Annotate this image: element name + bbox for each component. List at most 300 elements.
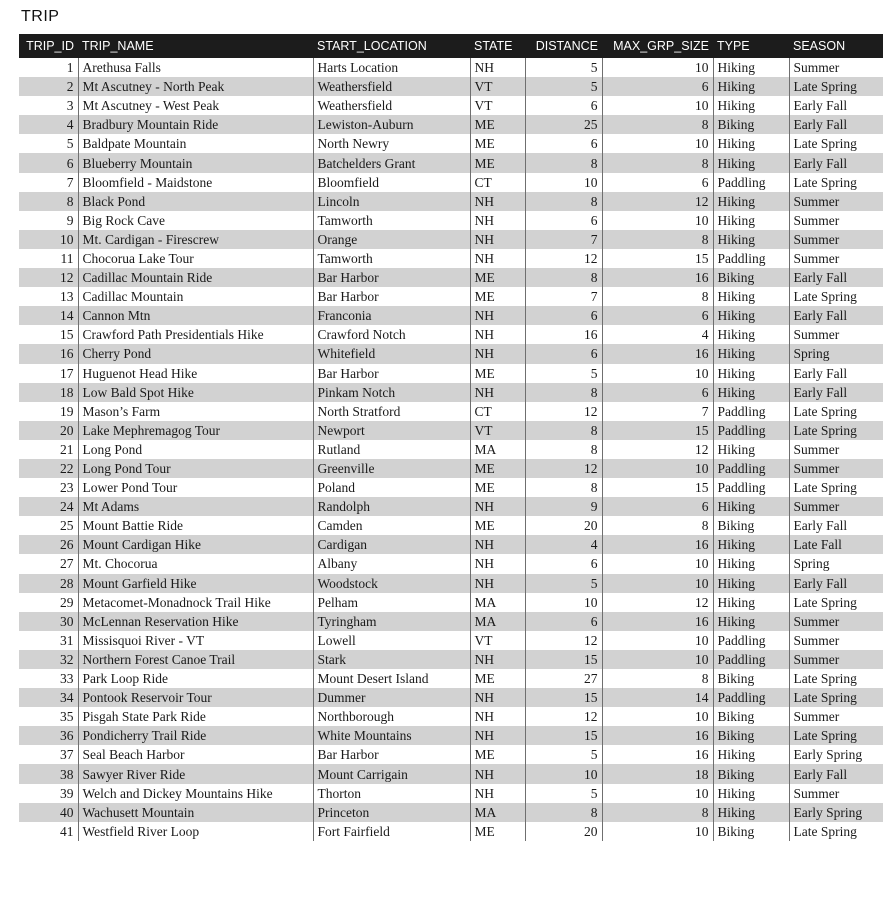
cell-type: Hiking (713, 383, 789, 402)
cell-id: 16 (19, 344, 78, 363)
table-row (19, 402, 883, 421)
cell-id: 31 (19, 631, 78, 650)
table-row (19, 574, 883, 593)
cell-distance: 10 (525, 764, 602, 783)
cell-start: Batchelders Grant (313, 153, 470, 172)
cell-start: Whitefield (313, 344, 470, 363)
cell-type: Hiking (713, 612, 789, 631)
cell-type: Paddling (713, 173, 789, 192)
cell-distance: 5 (525, 58, 602, 77)
cell-season: Late Spring (789, 421, 883, 440)
cell-type: Hiking (713, 230, 789, 249)
cell-start: Albany (313, 554, 470, 573)
cell-name: Lake Mephremagog Tour (78, 421, 313, 440)
cell-start: Lowell (313, 631, 470, 650)
table-row (19, 516, 883, 535)
cell-distance: 12 (525, 249, 602, 268)
cell-max-grp: 6 (602, 306, 713, 325)
cell-start: Bar Harbor (313, 268, 470, 287)
cell-max-grp: 8 (602, 153, 713, 172)
cell-distance: 5 (525, 745, 602, 764)
cell-state: NH (470, 650, 525, 669)
cell-distance: 10 (525, 173, 602, 192)
cell-season: Late Spring (789, 726, 883, 745)
cell-name: Big Rock Cave (78, 211, 313, 230)
cell-type: Hiking (713, 344, 789, 363)
cell-state: MA (470, 440, 525, 459)
table-row (19, 440, 883, 459)
cell-state: NH (470, 688, 525, 707)
cell-season: Early Fall (789, 364, 883, 383)
cell-season: Late Spring (789, 134, 883, 153)
cell-start: Newport (313, 421, 470, 440)
cell-distance: 5 (525, 784, 602, 803)
cell-id: 8 (19, 192, 78, 211)
cell-id: 24 (19, 497, 78, 516)
table-row (19, 287, 883, 306)
cell-state: NH (470, 383, 525, 402)
cell-distance: 8 (525, 478, 602, 497)
cell-name: Seal Beach Harbor (78, 745, 313, 764)
cell-max-grp: 15 (602, 478, 713, 497)
cell-start: Crawford Notch (313, 325, 470, 344)
cell-max-grp: 16 (602, 612, 713, 631)
cell-distance: 8 (525, 440, 602, 459)
cell-distance: 15 (525, 688, 602, 707)
cell-start: Bar Harbor (313, 287, 470, 306)
cell-type: Paddling (713, 688, 789, 707)
cell-name: Cannon Mtn (78, 306, 313, 325)
cell-start: Tamworth (313, 249, 470, 268)
cell-name: Chocorua Lake Tour (78, 249, 313, 268)
column-header-start: START_LOCATION (313, 34, 470, 58)
cell-id: 26 (19, 535, 78, 554)
cell-start: Cardigan (313, 535, 470, 554)
cell-state: ME (470, 364, 525, 383)
cell-state: NH (470, 249, 525, 268)
table-body (19, 58, 883, 841)
cell-start: Orange (313, 230, 470, 249)
cell-id: 19 (19, 402, 78, 421)
cell-id: 22 (19, 459, 78, 478)
cell-distance: 10 (525, 593, 602, 612)
cell-start: Dummer (313, 688, 470, 707)
column-header-type: TYPE (713, 34, 789, 58)
cell-distance: 12 (525, 402, 602, 421)
cell-id: 25 (19, 516, 78, 535)
column-header-distance: DISTANCE (525, 34, 602, 58)
cell-type: Hiking (713, 96, 789, 115)
cell-season: Summer (789, 707, 883, 726)
cell-start: Pelham (313, 593, 470, 612)
cell-max-grp: 15 (602, 421, 713, 440)
cell-name: Bradbury Mountain Ride (78, 115, 313, 134)
cell-type: Hiking (713, 593, 789, 612)
cell-distance: 8 (525, 383, 602, 402)
cell-id: 32 (19, 650, 78, 669)
cell-distance: 9 (525, 497, 602, 516)
cell-state: NH (470, 230, 525, 249)
table-row (19, 688, 883, 707)
cell-max-grp: 10 (602, 822, 713, 841)
cell-start: Camden (313, 516, 470, 535)
table-row (19, 535, 883, 554)
table-row (19, 268, 883, 287)
cell-max-grp: 10 (602, 459, 713, 478)
cell-max-grp: 10 (602, 96, 713, 115)
cell-state: MA (470, 803, 525, 822)
cell-id: 20 (19, 421, 78, 440)
cell-type: Hiking (713, 192, 789, 211)
cell-name: Crawford Path Presidentials Hike (78, 325, 313, 344)
cell-max-grp: 12 (602, 593, 713, 612)
cell-max-grp: 16 (602, 268, 713, 287)
cell-type: Hiking (713, 325, 789, 344)
cell-season: Late Spring (789, 287, 883, 306)
table-row (19, 230, 883, 249)
cell-max-grp: 10 (602, 58, 713, 77)
cell-season: Early Fall (789, 306, 883, 325)
cell-max-grp: 10 (602, 784, 713, 803)
cell-season: Late Spring (789, 593, 883, 612)
cell-type: Hiking (713, 306, 789, 325)
cell-max-grp: 8 (602, 516, 713, 535)
cell-state: VT (470, 77, 525, 96)
cell-name: Metacomet-Monadnock Trail Hike (78, 593, 313, 612)
table-row (19, 478, 883, 497)
table-row (19, 497, 883, 516)
cell-start: Poland (313, 478, 470, 497)
cell-state: NH (470, 707, 525, 726)
cell-name: Cadillac Mountain Ride (78, 268, 313, 287)
cell-type: Hiking (713, 535, 789, 554)
cell-name: Low Bald Spot Hike (78, 383, 313, 402)
cell-id: 38 (19, 764, 78, 783)
table-row (19, 192, 883, 211)
cell-max-grp: 8 (602, 669, 713, 688)
cell-type: Hiking (713, 497, 789, 516)
cell-distance: 5 (525, 77, 602, 96)
cell-season: Summer (789, 192, 883, 211)
cell-season: Late Spring (789, 77, 883, 96)
cell-name: Cadillac Mountain (78, 287, 313, 306)
cell-name: Long Pond (78, 440, 313, 459)
cell-id: 4 (19, 115, 78, 134)
table-row (19, 803, 883, 822)
cell-start: Rutland (313, 440, 470, 459)
cell-distance: 7 (525, 230, 602, 249)
table-row (19, 822, 883, 841)
table-row (19, 115, 883, 134)
table-row (19, 554, 883, 573)
cell-distance: 6 (525, 96, 602, 115)
cell-name: Blueberry Mountain (78, 153, 313, 172)
cell-state: ME (470, 516, 525, 535)
cell-state: ME (470, 459, 525, 478)
cell-distance: 8 (525, 803, 602, 822)
cell-name: Mason’s Farm (78, 402, 313, 421)
cell-type: Hiking (713, 440, 789, 459)
cell-type: Paddling (713, 402, 789, 421)
cell-type: Hiking (713, 574, 789, 593)
cell-season: Summer (789, 459, 883, 478)
cell-start: Princeton (313, 803, 470, 822)
cell-start: Mount Carrigain (313, 764, 470, 783)
cell-state: VT (470, 631, 525, 650)
cell-type: Biking (713, 669, 789, 688)
table-row (19, 211, 883, 230)
cell-state: VT (470, 96, 525, 115)
cell-id: 15 (19, 325, 78, 344)
cell-type: Biking (713, 707, 789, 726)
cell-state: NH (470, 497, 525, 516)
table-title: TRIP (21, 8, 60, 25)
cell-id: 33 (19, 669, 78, 688)
cell-start: Thorton (313, 784, 470, 803)
table-row (19, 249, 883, 268)
cell-start: Mount Desert Island (313, 669, 470, 688)
cell-state: ME (470, 134, 525, 153)
cell-max-grp: 10 (602, 134, 713, 153)
cell-name: Huguenot Head Hike (78, 364, 313, 383)
cell-name: Cherry Pond (78, 344, 313, 363)
table-row (19, 173, 883, 192)
cell-start: Bloomfield (313, 173, 470, 192)
cell-name: Lower Pond Tour (78, 478, 313, 497)
table-row (19, 726, 883, 745)
cell-season: Early Fall (789, 764, 883, 783)
cell-id: 27 (19, 554, 78, 573)
cell-type: Hiking (713, 803, 789, 822)
cell-max-grp: 6 (602, 77, 713, 96)
cell-id: 7 (19, 173, 78, 192)
cell-max-grp: 8 (602, 230, 713, 249)
cell-state: NH (470, 726, 525, 745)
cell-name: Mount Battie Ride (78, 516, 313, 535)
cell-id: 37 (19, 745, 78, 764)
cell-id: 14 (19, 306, 78, 325)
table-row (19, 784, 883, 803)
cell-name: Wachusett Mountain (78, 803, 313, 822)
cell-season: Early Fall (789, 574, 883, 593)
table-row (19, 745, 883, 764)
cell-season: Early Fall (789, 516, 883, 535)
cell-type: Hiking (713, 784, 789, 803)
cell-id: 29 (19, 593, 78, 612)
table-row (19, 707, 883, 726)
cell-state: ME (470, 268, 525, 287)
cell-max-grp: 10 (602, 631, 713, 650)
cell-max-grp: 10 (602, 364, 713, 383)
cell-distance: 4 (525, 535, 602, 554)
cell-season: Early Fall (789, 115, 883, 134)
cell-start: Weathersfield (313, 77, 470, 96)
cell-id: 10 (19, 230, 78, 249)
table-row (19, 77, 883, 96)
cell-type: Biking (713, 268, 789, 287)
cell-distance: 27 (525, 669, 602, 688)
cell-name: Baldpate Mountain (78, 134, 313, 153)
cell-name: Westfield River Loop (78, 822, 313, 841)
cell-season: Early Fall (789, 383, 883, 402)
cell-start: Greenville (313, 459, 470, 478)
cell-name: Welch and Dickey Mountains Hike (78, 784, 313, 803)
cell-name: Bloomfield - Maidstone (78, 173, 313, 192)
cell-max-grp: 8 (602, 287, 713, 306)
cell-type: Biking (713, 115, 789, 134)
cell-max-grp: 12 (602, 192, 713, 211)
cell-id: 13 (19, 287, 78, 306)
column-header-name: TRIP_NAME (78, 34, 313, 58)
cell-start: Pinkam Notch (313, 383, 470, 402)
cell-max-grp: 8 (602, 115, 713, 134)
cell-state: NH (470, 192, 525, 211)
cell-start: White Mountains (313, 726, 470, 745)
cell-max-grp: 10 (602, 707, 713, 726)
cell-id: 36 (19, 726, 78, 745)
cell-id: 11 (19, 249, 78, 268)
cell-distance: 8 (525, 153, 602, 172)
cell-distance: 6 (525, 612, 602, 631)
header-row (19, 34, 883, 58)
table-row (19, 134, 883, 153)
column-header-state: STATE (470, 34, 525, 58)
cell-type: Hiking (713, 287, 789, 306)
cell-max-grp: 7 (602, 402, 713, 421)
cell-name: Mount Garfield Hike (78, 574, 313, 593)
cell-season: Summer (789, 230, 883, 249)
cell-id: 5 (19, 134, 78, 153)
cell-name: Arethusa Falls (78, 58, 313, 77)
cell-name: Pisgah State Park Ride (78, 707, 313, 726)
table-row (19, 58, 883, 77)
table-row (19, 325, 883, 344)
cell-type: Hiking (713, 554, 789, 573)
cell-distance: 8 (525, 421, 602, 440)
cell-state: VT (470, 421, 525, 440)
cell-distance: 20 (525, 822, 602, 841)
cell-start: Fort Fairfield (313, 822, 470, 841)
column-header-season: SEASON (789, 34, 883, 58)
column-header-max-grp: MAX_GRP_SIZE (602, 34, 713, 58)
cell-season: Summer (789, 58, 883, 77)
cell-max-grp: 6 (602, 173, 713, 192)
cell-id: 1 (19, 58, 78, 77)
table-row (19, 153, 883, 172)
column-header-id: TRIP_ID (19, 34, 78, 58)
cell-id: 35 (19, 707, 78, 726)
cell-distance: 8 (525, 192, 602, 211)
cell-season: Late Spring (789, 822, 883, 841)
table-row (19, 421, 883, 440)
cell-id: 3 (19, 96, 78, 115)
cell-id: 23 (19, 478, 78, 497)
cell-season: Late Spring (789, 669, 883, 688)
cell-distance: 6 (525, 211, 602, 230)
cell-season: Late Spring (789, 688, 883, 707)
cell-type: Paddling (713, 459, 789, 478)
cell-season: Summer (789, 325, 883, 344)
cell-type: Hiking (713, 153, 789, 172)
cell-type: Hiking (713, 58, 789, 77)
cell-id: 39 (19, 784, 78, 803)
cell-distance: 12 (525, 459, 602, 478)
table-row (19, 364, 883, 383)
table-row (19, 96, 883, 115)
cell-distance: 25 (525, 115, 602, 134)
cell-state: NH (470, 784, 525, 803)
cell-distance: 5 (525, 364, 602, 383)
cell-id: 41 (19, 822, 78, 841)
cell-state: ME (470, 478, 525, 497)
cell-season: Summer (789, 631, 883, 650)
table-row (19, 764, 883, 783)
cell-max-grp: 6 (602, 383, 713, 402)
cell-start: Franconia (313, 306, 470, 325)
cell-distance: 20 (525, 516, 602, 535)
cell-name: Sawyer River Ride (78, 764, 313, 783)
cell-distance: 7 (525, 287, 602, 306)
cell-max-grp: 10 (602, 211, 713, 230)
table-row (19, 612, 883, 631)
cell-type: Paddling (713, 631, 789, 650)
cell-state: MA (470, 612, 525, 631)
cell-season: Late Spring (789, 402, 883, 421)
cell-id: 34 (19, 688, 78, 707)
cell-type: Biking (713, 822, 789, 841)
cell-state: NH (470, 211, 525, 230)
table-row (19, 383, 883, 402)
cell-season: Summer (789, 650, 883, 669)
cell-state: CT (470, 402, 525, 421)
cell-start: Woodstock (313, 574, 470, 593)
cell-season: Early Fall (789, 96, 883, 115)
cell-max-grp: 10 (602, 574, 713, 593)
table-header (19, 34, 883, 58)
cell-start: Harts Location (313, 58, 470, 77)
cell-type: Hiking (713, 364, 789, 383)
cell-distance: 5 (525, 574, 602, 593)
trip-table (19, 34, 883, 841)
cell-season: Spring (789, 344, 883, 363)
cell-distance: 15 (525, 726, 602, 745)
cell-start: Northborough (313, 707, 470, 726)
cell-season: Early Fall (789, 153, 883, 172)
cell-max-grp: 18 (602, 764, 713, 783)
cell-name: Pondicherry Trail Ride (78, 726, 313, 745)
cell-season: Late Spring (789, 173, 883, 192)
cell-type: Paddling (713, 249, 789, 268)
table-row (19, 650, 883, 669)
cell-season: Early Fall (789, 268, 883, 287)
cell-start: Weathersfield (313, 96, 470, 115)
cell-name: Black Pond (78, 192, 313, 211)
cell-state: ME (470, 745, 525, 764)
cell-state: NH (470, 764, 525, 783)
cell-max-grp: 4 (602, 325, 713, 344)
cell-max-grp: 6 (602, 497, 713, 516)
cell-type: Paddling (713, 650, 789, 669)
cell-state: ME (470, 115, 525, 134)
cell-state: NH (470, 535, 525, 554)
cell-type: Hiking (713, 211, 789, 230)
cell-distance: 15 (525, 650, 602, 669)
cell-start: North Newry (313, 134, 470, 153)
table-row (19, 631, 883, 650)
cell-distance: 16 (525, 325, 602, 344)
cell-distance: 6 (525, 554, 602, 573)
cell-season: Early Spring (789, 803, 883, 822)
